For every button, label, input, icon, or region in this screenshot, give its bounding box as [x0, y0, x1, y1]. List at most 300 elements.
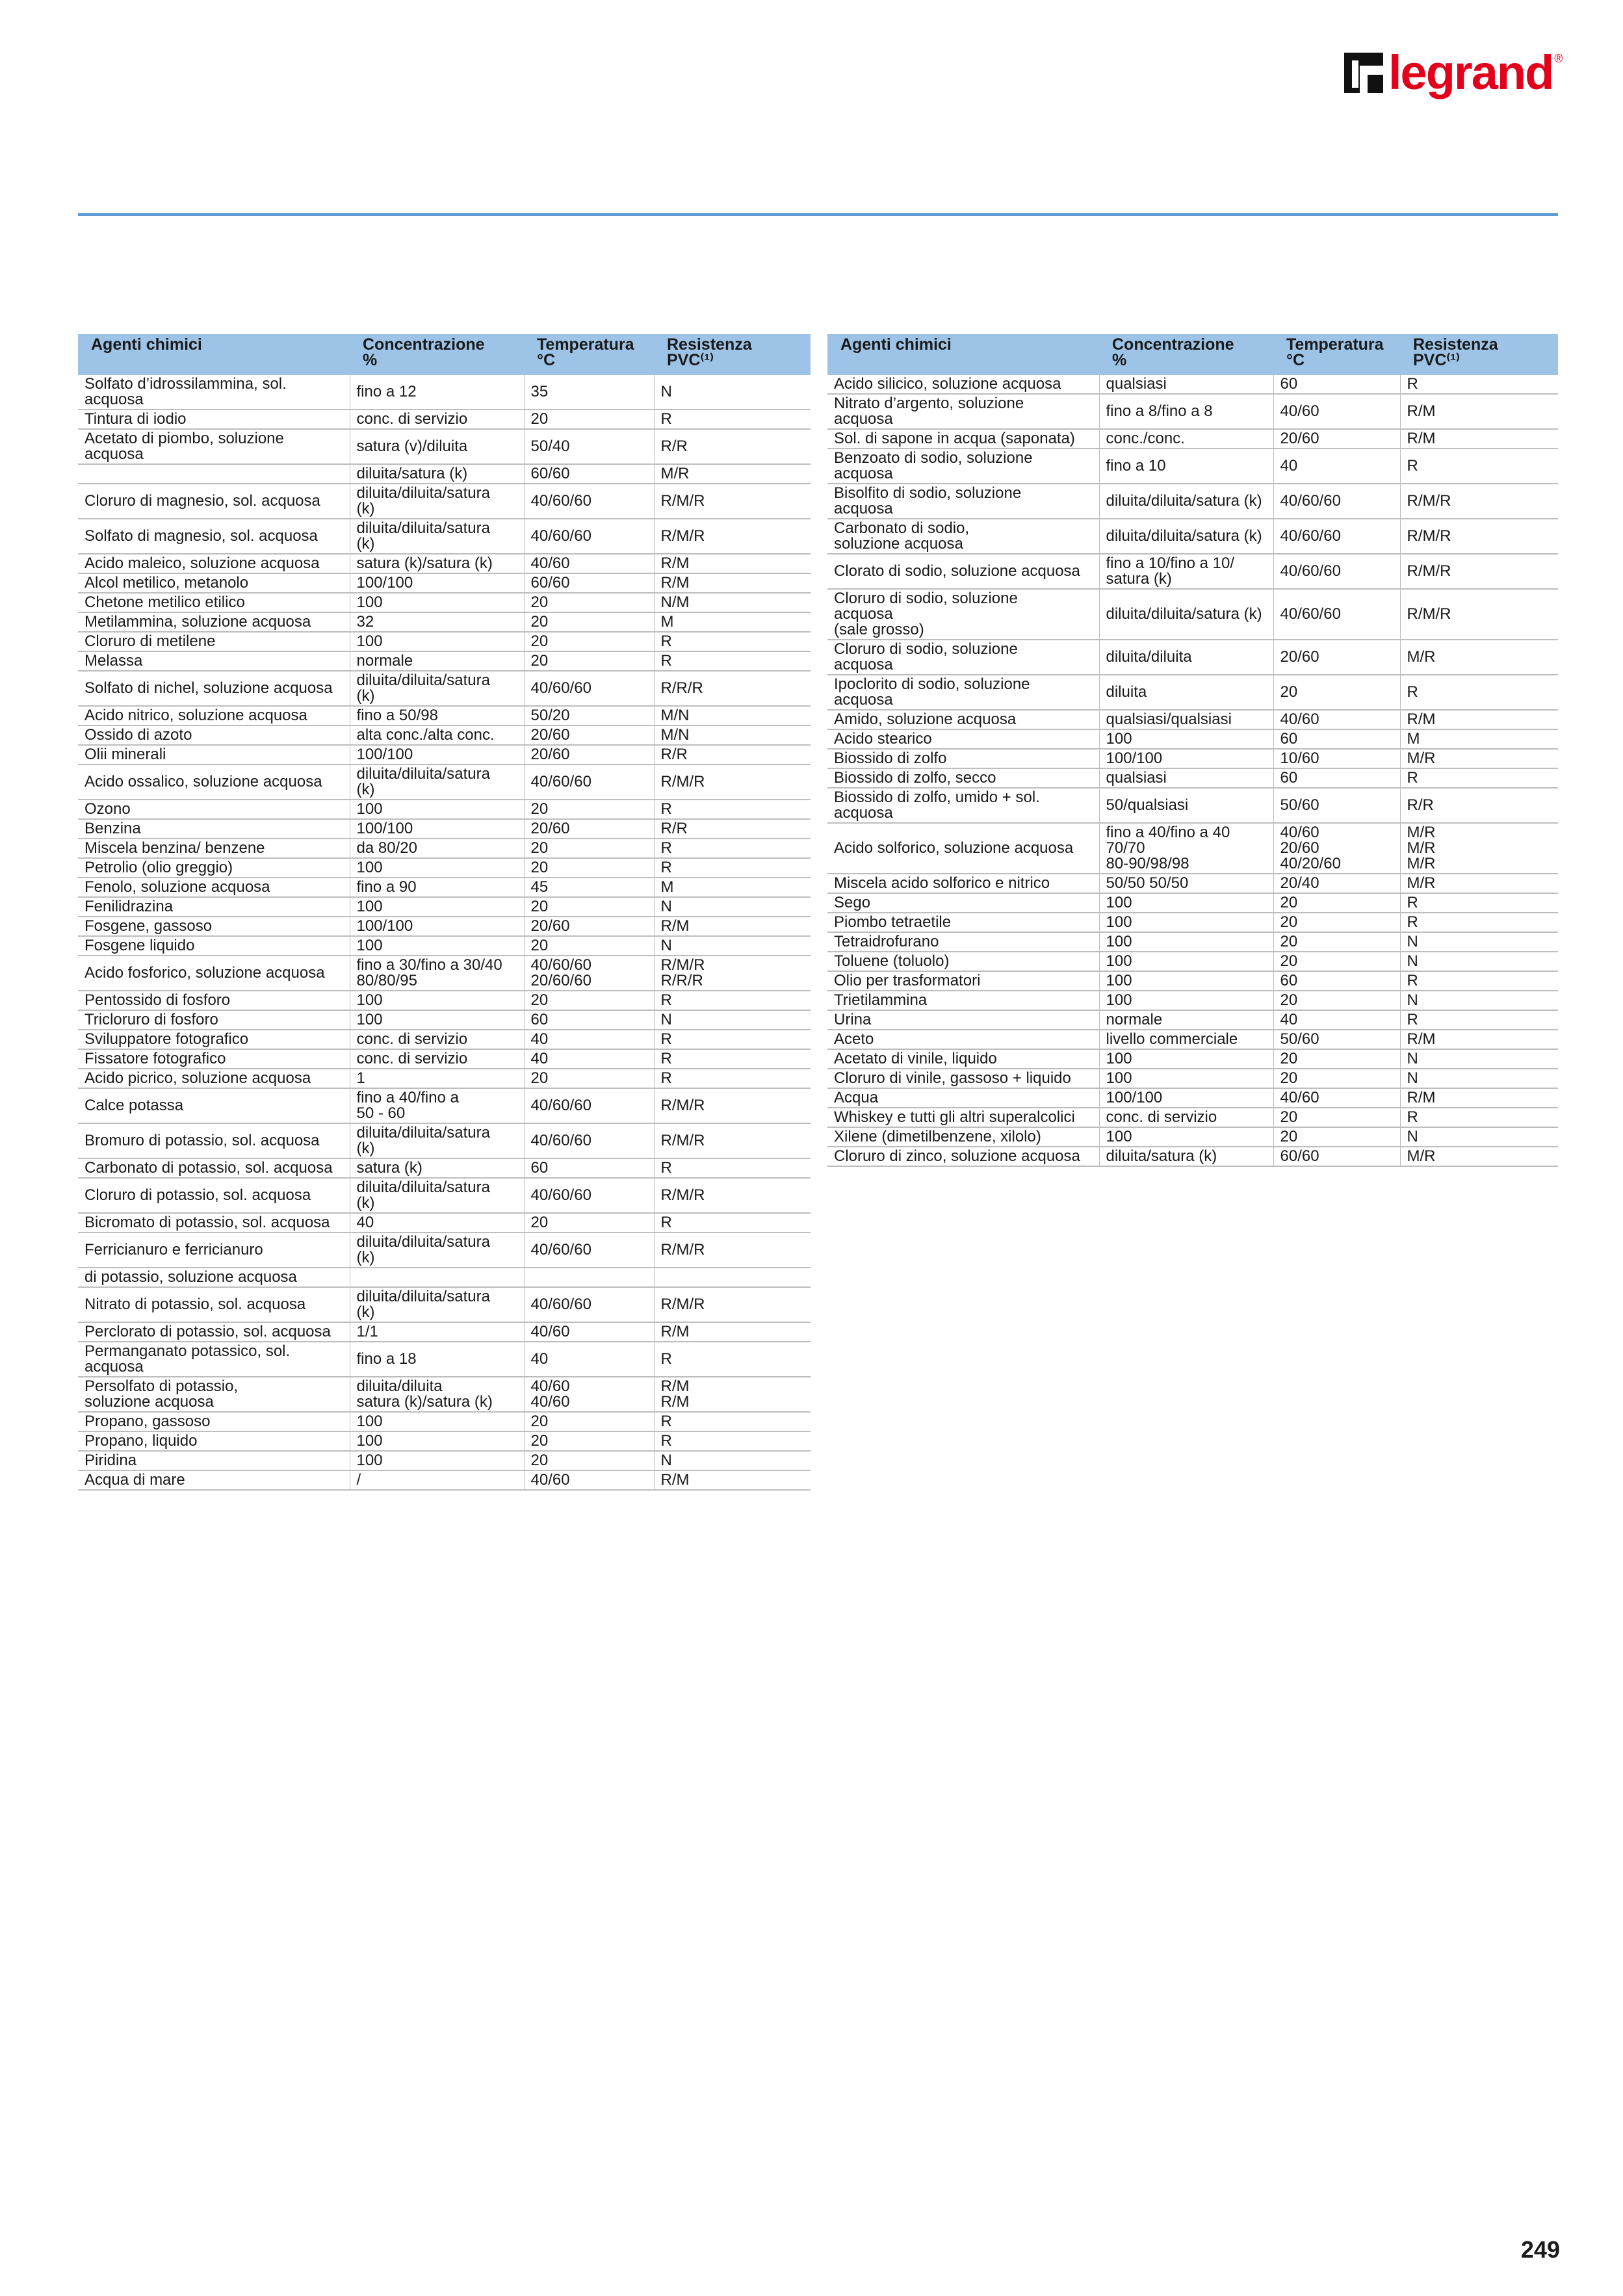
concentration-cell: 100/100 [350, 745, 524, 764]
agent-name-cell: Cloruro di sodio, soluzione acquosa (sale grosso) [827, 589, 1099, 640]
header-temperature: Temperatura °C [1273, 334, 1400, 375]
resistance-cell: R/M [654, 1322, 811, 1342]
table-row [827, 749, 1558, 768]
resistance-cell: R/M [1400, 710, 1558, 729]
agent-name-cell: Solfato di nichel, soluzione acquosa [78, 671, 350, 706]
temperature-cell: 40/60/60 [524, 1287, 654, 1322]
resistance-cell: R/M/R [654, 1287, 811, 1322]
agent-name-cell: Fenilidrazina [78, 897, 350, 917]
temperature-cell: 40 [524, 1030, 654, 1049]
agent-name-cell: Sviluppatore fotografico [78, 1030, 350, 1049]
temperature-cell: 20 [524, 1412, 654, 1431]
temperature-cell: 40/60/60 [1273, 484, 1400, 519]
agent-name-cell: Nitrato d’argento, soluzione acquosa [827, 394, 1099, 429]
table-row [827, 640, 1558, 675]
concentration-cell: 100 [1099, 1049, 1273, 1069]
temperature-cell: 20 [524, 897, 654, 917]
agent-name-cell: Acido fosforico, soluzione acquosa [78, 956, 350, 991]
agent-name-cell: Propano, liquido [78, 1431, 350, 1451]
resistance-cell: N [1400, 1049, 1558, 1069]
concentration-cell: 100 [350, 632, 524, 651]
temperature-cell: 40/60 [524, 1322, 654, 1342]
resistance-cell: R/M/R [654, 764, 811, 800]
agent-name-cell: Cloruro di potassio, sol. acquosa [78, 1178, 350, 1213]
temperature-cell: 60 [524, 1010, 654, 1030]
temperature-cell: 60 [524, 1158, 654, 1178]
resistance-cell: N [1400, 952, 1558, 971]
temperature-cell: 20 [524, 1451, 654, 1470]
agent-name-cell: Acetato di piombo, soluzione acquosa [78, 429, 350, 464]
table-row [78, 1178, 811, 1213]
temperature-cell: 60 [1273, 768, 1400, 788]
temperature-cell: 60 [1273, 375, 1400, 394]
concentration-cell: diluita/diluita satura (k)/satura (k) [350, 1377, 524, 1412]
header-agents: Agenti chimici [827, 334, 1099, 375]
table-row [78, 554, 811, 573]
resistance-cell: R/M/R [1400, 554, 1558, 589]
table-row [78, 878, 811, 897]
concentration-cell: fino a 10 [1099, 449, 1273, 484]
table-row [78, 671, 811, 706]
table-row [78, 956, 811, 991]
concentration-cell: 100 [1099, 991, 1273, 1010]
table-row [827, 710, 1558, 729]
resistance-cell: R [654, 1342, 811, 1377]
temperature-cell: 20 [524, 612, 654, 632]
table-row [827, 823, 1558, 874]
header-resistance: Resistenza PVC⁽¹⁾ [654, 334, 811, 375]
temperature-cell: 20 [1273, 675, 1400, 710]
agent-name-cell: Benzina [78, 819, 350, 839]
temperature-cell: 40 [1273, 449, 1400, 484]
agent-name-cell: Persolfato di potassio, soluzione acquosa [78, 1377, 350, 1412]
agent-name-cell: Permanganato potassico, sol. acquosa [78, 1342, 350, 1377]
temperature-cell: 20 [1273, 1069, 1400, 1088]
concentration-cell: fino a 12 [350, 375, 524, 410]
agent-name-cell: Miscela benzina/ benzene [78, 839, 350, 858]
agent-name-cell: Olio per trasformatori [827, 971, 1099, 991]
agent-name-cell: Whiskey e tutti gli altri superalcolici [827, 1108, 1099, 1127]
resistance-cell: R/M/R [654, 1178, 811, 1213]
agent-name-cell: Carbonato di potassio, sol. acquosa [78, 1158, 350, 1178]
legrand-logo [1344, 47, 1563, 99]
agent-name-cell: Acido silicico, soluzione acquosa [827, 375, 1099, 394]
table-row [78, 800, 811, 819]
table-row [827, 893, 1558, 913]
table-row [78, 725, 811, 745]
concentration-cell: fino a 40/fino a 40 70/70 80-90/98/98 [1099, 823, 1273, 874]
concentration-cell: diluita/diluita/satura (k) [350, 671, 524, 706]
table-row [827, 1127, 1558, 1147]
temperature-cell: 60/60 [1273, 1147, 1400, 1166]
agent-name-cell: Propano, gassoso [78, 1412, 350, 1431]
logo-wordmark: legrand [1388, 46, 1553, 99]
agent-name-cell: Perclorato di potassio, sol. acquosa [78, 1322, 350, 1342]
temperature-cell: 40/60/60 [524, 1123, 654, 1158]
agent-name-cell: Chetone metilico etilico [78, 593, 350, 612]
concentration-cell: qualsiasi [1099, 768, 1273, 788]
table-row [827, 1147, 1558, 1166]
temperature-cell: 20 [524, 936, 654, 956]
resistance-cell: R/M/R [654, 519, 811, 554]
concentration-cell: conc. di servizio [350, 1030, 524, 1049]
temperature-cell: 40/60 40/60 [524, 1377, 654, 1412]
concentration-cell: 100 [350, 991, 524, 1010]
concentration-cell: 50/qualsiasi [1099, 788, 1273, 823]
chemical-resistance-table-right [827, 334, 1558, 1167]
table-row [827, 788, 1558, 823]
temperature-cell: 20 [524, 839, 654, 858]
temperature-cell: 60/60 [524, 573, 654, 593]
temperature-cell: 40/60 [1273, 1088, 1400, 1108]
concentration-cell: diluita/satura (k) [1099, 1147, 1273, 1166]
header-concentration: Concentrazione % [350, 334, 524, 375]
header-concentration: Concentrazione % [1099, 334, 1273, 375]
table-row [78, 651, 811, 671]
concentration-cell: 100/100 [1099, 749, 1273, 768]
resistance-cell: M [1400, 729, 1558, 749]
table-row [78, 1088, 811, 1123]
table-row [827, 1069, 1558, 1088]
table-row [78, 593, 811, 612]
temperature-cell: 20 [524, 410, 654, 429]
concentration-cell: 100 [350, 800, 524, 819]
agent-name-cell: Solfato di magnesio, sol. acquosa [78, 519, 350, 554]
temperature-cell: 40/60 20/60 40/20/60 [1273, 823, 1400, 874]
agent-name-cell: Ozono [78, 800, 350, 819]
resistance-cell: R [654, 1049, 811, 1069]
temperature-cell: 60 [1273, 971, 1400, 991]
chemical-resistance-table-left [78, 334, 811, 1491]
header-rule [78, 213, 1558, 216]
concentration-cell: 100 [350, 1412, 524, 1431]
concentration-cell: 100/100 [1099, 1088, 1273, 1108]
concentration-cell: 100/100 [350, 917, 524, 936]
table-row [78, 991, 811, 1010]
agent-name-cell: Tintura di iodio [78, 410, 350, 429]
agent-name-cell: Alcol metilico, metanolo [78, 573, 350, 593]
resistance-cell: M/N [654, 706, 811, 725]
temperature-cell: 60/60 [524, 464, 654, 484]
concentration-cell: da 80/20 [350, 839, 524, 858]
agent-name-cell: Nitrato di potassio, sol. acquosa [78, 1287, 350, 1322]
agent-name-cell: Cloruro di zinco, soluzione acquosa [827, 1147, 1099, 1166]
concentration-cell: conc. di servizio [350, 410, 524, 429]
resistance-cell: N/M [654, 593, 811, 612]
agent-name-cell: Piombo tetraetile [827, 913, 1099, 932]
resistance-cell: R [1400, 768, 1558, 788]
agent-name-cell: Acido ossalico, soluzione acquosa [78, 764, 350, 800]
agent-name-cell: Acetato di vinile, liquido [827, 1049, 1099, 1069]
table-row [78, 1123, 811, 1158]
agent-name-cell: Tetraidrofurano [827, 932, 1099, 952]
table-row [827, 874, 1558, 893]
temperature-cell: 40 [1273, 1010, 1400, 1030]
agent-name-cell: Ossido di azoto [78, 725, 350, 745]
table-row [78, 839, 811, 858]
concentration-cell: 100 [350, 897, 524, 917]
table-row [827, 394, 1558, 429]
agent-name-cell [78, 464, 350, 484]
agent-name-cell: Miscela acido solforico e nitrico [827, 874, 1099, 893]
temperature-cell: 40/60/60 20/60/60 [524, 956, 654, 991]
agent-name-cell: Acido picrico, soluzione acquosa [78, 1069, 350, 1088]
temperature-cell: 20 [1273, 893, 1400, 913]
agent-name-cell: Toluene (toluolo) [827, 952, 1099, 971]
concentration-cell: diluita/diluita/satura (k) [350, 764, 524, 800]
temperature-cell: 50/40 [524, 429, 654, 464]
concentration-cell: 100 [1099, 913, 1273, 932]
temperature-cell: 40/60/60 [1273, 589, 1400, 640]
table-row [78, 706, 811, 725]
table-row [827, 429, 1558, 449]
table-row [78, 1010, 811, 1030]
table-row [827, 971, 1558, 991]
resistance-cell: N [1400, 991, 1558, 1010]
temperature-cell: 20/60 [524, 819, 654, 839]
concentration-cell: 32 [350, 612, 524, 632]
temperature-cell: 40/60 [1273, 394, 1400, 429]
agent-name-cell: Acido solforico, soluzione acquosa [827, 823, 1099, 874]
table-row [78, 1268, 811, 1287]
resistance-cell: R [1400, 375, 1558, 394]
temperature-cell: 50/60 [1273, 1030, 1400, 1049]
resistance-cell: R [654, 1069, 811, 1088]
table-row [78, 1470, 811, 1490]
table-row [78, 1412, 811, 1431]
agent-name-cell: Fenolo, soluzione acquosa [78, 878, 350, 897]
agent-name-cell: Pentossido di fosforo [78, 991, 350, 1010]
temperature-cell: 20/60 [1273, 429, 1400, 449]
resistance-cell: R [654, 1431, 811, 1451]
agent-name-cell: Benzoato di sodio, soluzione acquosa [827, 449, 1099, 484]
resistance-cell: N [1400, 1069, 1558, 1088]
table-row [78, 1069, 811, 1088]
resistance-cell: R/M/R R/R/R [654, 956, 811, 991]
resistance-cell: R/M [654, 573, 811, 593]
resistance-cell: R [1400, 449, 1558, 484]
temperature-cell: 35 [524, 375, 654, 410]
table-row [78, 410, 811, 429]
agent-name-cell: Sego [827, 893, 1099, 913]
agent-name-cell: Cloruro di metilene [78, 632, 350, 651]
temperature-cell: 20/60 [524, 917, 654, 936]
concentration-cell: 100 [350, 1431, 524, 1451]
resistance-cell: N [654, 1010, 811, 1030]
table-row [78, 573, 811, 593]
agent-name-cell: Cloruro di vinile, gassoso + liquido [827, 1069, 1099, 1088]
table-row [78, 1233, 811, 1268]
temperature-cell: 20 [1273, 1049, 1400, 1069]
table-row [827, 675, 1558, 710]
concentration-cell: qualsiasi [1099, 375, 1273, 394]
temperature-cell: 20/60 [1273, 640, 1400, 675]
resistance-cell: R [1400, 893, 1558, 913]
agent-name-cell: Calce potassa [78, 1088, 350, 1123]
resistance-cell: M [654, 878, 811, 897]
agent-name-cell: Bicromato di potassio, sol. acquosa [78, 1213, 350, 1233]
concentration-cell: fino a 40/fino a 50 - 60 [350, 1088, 524, 1123]
table-row [78, 1030, 811, 1049]
concentration-cell: 100 [1099, 893, 1273, 913]
concentration-cell: 50/50 50/50 [1099, 874, 1273, 893]
temperature-cell: 20 [1273, 1108, 1400, 1127]
concentration-cell: diluita/diluita/satura (k) [350, 519, 524, 554]
temperature-cell [524, 1268, 654, 1287]
temperature-cell: 20 [524, 1069, 654, 1088]
agent-name-cell: Ipoclorito di sodio, soluzione acquosa [827, 675, 1099, 710]
table-row [827, 1030, 1558, 1049]
concentration-cell: diluita/diluita/satura (k) [1099, 484, 1273, 519]
resistance-cell: R/M/R [654, 1233, 811, 1268]
resistance-cell: M/R [1400, 640, 1558, 675]
concentration-cell: 100 [1099, 729, 1273, 749]
temperature-cell: 20 [524, 593, 654, 612]
resistance-cell: R/M [654, 917, 811, 936]
temperature-cell: 20 [524, 651, 654, 671]
concentration-cell: fino a 50/98 [350, 706, 524, 725]
concentration-cell: 40 [350, 1213, 524, 1233]
table-row [78, 1158, 811, 1178]
resistance-cell: R [654, 410, 811, 429]
resistance-cell: R/R [654, 745, 811, 764]
concentration-cell: 100 [1099, 1069, 1273, 1088]
concentration-cell: diluita/diluita/satura (k) [350, 1123, 524, 1158]
temperature-cell: 20/60 [524, 725, 654, 745]
page-number: 249 [1520, 2236, 1560, 2263]
resistance-cell [654, 1268, 811, 1287]
temperature-cell: 20/60 [524, 745, 654, 764]
temperature-cell: 40/60/60 [524, 519, 654, 554]
concentration-cell: 1 [350, 1069, 524, 1088]
temperature-cell: 50/20 [524, 706, 654, 725]
resistance-cell: R/M [1400, 429, 1558, 449]
concentration-cell: diluita/diluita/satura (k) [350, 484, 524, 519]
table-row [78, 858, 811, 878]
temperature-cell: 20 [524, 858, 654, 878]
resistance-cell: R/M/R [1400, 519, 1558, 554]
resistance-cell: R/M/R [654, 1088, 811, 1123]
agent-name-cell: Biossido di zolfo [827, 749, 1099, 768]
temperature-cell: 50/60 [1273, 788, 1400, 823]
resistance-cell: R [654, 1030, 811, 1049]
temperature-cell: 10/60 [1273, 749, 1400, 768]
table-header-row [827, 334, 1558, 375]
temperature-cell: 20 [524, 800, 654, 819]
resistance-cell: R/R [1400, 788, 1558, 823]
concentration-cell: 100 [1099, 932, 1273, 952]
agent-name-cell: Cloruro di sodio, soluzione acquosa [827, 640, 1099, 675]
resistance-cell: R [1400, 675, 1558, 710]
concentration-cell: normale [1099, 1010, 1273, 1030]
temperature-cell: 40/60/60 [524, 1233, 654, 1268]
concentration-cell: 100 [1099, 952, 1273, 971]
table-row [78, 519, 811, 554]
temperature-cell: 60 [1273, 729, 1400, 749]
concentration-cell: diluita/diluita/satura (k) [350, 1233, 524, 1268]
table-header-row [78, 334, 811, 375]
agent-name-cell: Piridina [78, 1451, 350, 1470]
agent-name-cell: Bisolfito di sodio, soluzione acquosa [827, 484, 1099, 519]
agent-name-cell: Acido nitrico, soluzione acquosa [78, 706, 350, 725]
resistance-cell: R/M [1400, 1088, 1558, 1108]
temperature-cell: 20 [1273, 1127, 1400, 1147]
temperature-cell: 20 [1273, 932, 1400, 952]
concentration-cell: alta conc./alta conc. [350, 725, 524, 745]
table-row [827, 589, 1558, 640]
agent-name-cell: Solfato d’idrossilammina, sol. acquosa [78, 375, 350, 410]
resistance-cell: M [654, 612, 811, 632]
resistance-cell: R/M/R [654, 1123, 811, 1158]
concentration-cell: fino a 30/fino a 30/40 80/80/95 [350, 956, 524, 991]
temperature-cell: 40 [524, 1049, 654, 1069]
resistance-cell: R [654, 651, 811, 671]
temperature-cell: 20 [524, 1213, 654, 1233]
table-row [78, 917, 811, 936]
resistance-cell: N [654, 375, 811, 410]
resistance-cell: N [654, 936, 811, 956]
table-row [78, 1049, 811, 1069]
resistance-cell: N [1400, 1127, 1558, 1147]
agent-name-cell: Sol. di sapone in acqua (saponata) [827, 429, 1099, 449]
concentration-cell: conc./conc. [1099, 429, 1273, 449]
agent-name-cell: Cloruro di magnesio, sol. acquosa [78, 484, 350, 519]
agent-name-cell: Urina [827, 1010, 1099, 1030]
concentration-cell: satura (v)/diluita [350, 429, 524, 464]
concentration-cell: livello commerciale [1099, 1030, 1273, 1049]
resistance-cell: R [1400, 913, 1558, 932]
agent-name-cell: Bromuro di potassio, sol. acquosa [78, 1123, 350, 1158]
agent-name-cell: Biossido di zolfo, umido + sol. acquosa [827, 788, 1099, 823]
temperature-cell: 40/60/60 [1273, 519, 1400, 554]
resistance-cell: R/M [654, 1470, 811, 1490]
table-row [78, 1322, 811, 1342]
concentration-cell: conc. di servizio [350, 1049, 524, 1069]
table-row [78, 764, 811, 800]
concentration-cell: fino a 90 [350, 878, 524, 897]
resistance-cell: R/R [654, 819, 811, 839]
resistance-cell: M/R [1400, 749, 1558, 768]
agent-name-cell: Amido, soluzione acquosa [827, 710, 1099, 729]
table-row [78, 1287, 811, 1322]
table-row [827, 768, 1558, 788]
temperature-cell: 20 [524, 991, 654, 1010]
agent-name-cell: Biossido di zolfo, secco [827, 768, 1099, 788]
table-row [827, 1108, 1558, 1127]
resistance-cell: M/N [654, 725, 811, 745]
temperature-cell: 40/60 [524, 1470, 654, 1490]
temperature-cell: 40/60/60 [524, 671, 654, 706]
agent-name-cell: Ferricianuro e ferricianuro [78, 1233, 350, 1268]
resistance-cell: R [654, 1213, 811, 1233]
temperature-cell: 40/60/60 [524, 764, 654, 800]
concentration-cell: 100 [1099, 971, 1273, 991]
concentration-cell: 100 [1099, 1127, 1273, 1147]
concentration-cell: 1/1 [350, 1322, 524, 1342]
concentration-cell: 100/100 [350, 819, 524, 839]
agent-name-cell: Fosgene, gassoso [78, 917, 350, 936]
temperature-cell: 20 [1273, 913, 1400, 932]
resistance-cell: R/M/R [1400, 484, 1558, 519]
resistance-cell: R [654, 858, 811, 878]
header-temperature: Temperatura °C [524, 334, 654, 375]
table-row [78, 484, 811, 519]
resistance-cell: R/M R/M [654, 1377, 811, 1412]
concentration-cell: satura (k)/satura (k) [350, 554, 524, 573]
temperature-cell: 40/60/60 [524, 1088, 654, 1123]
temperature-cell: 20 [524, 632, 654, 651]
registered-mark: ® [1554, 52, 1563, 65]
